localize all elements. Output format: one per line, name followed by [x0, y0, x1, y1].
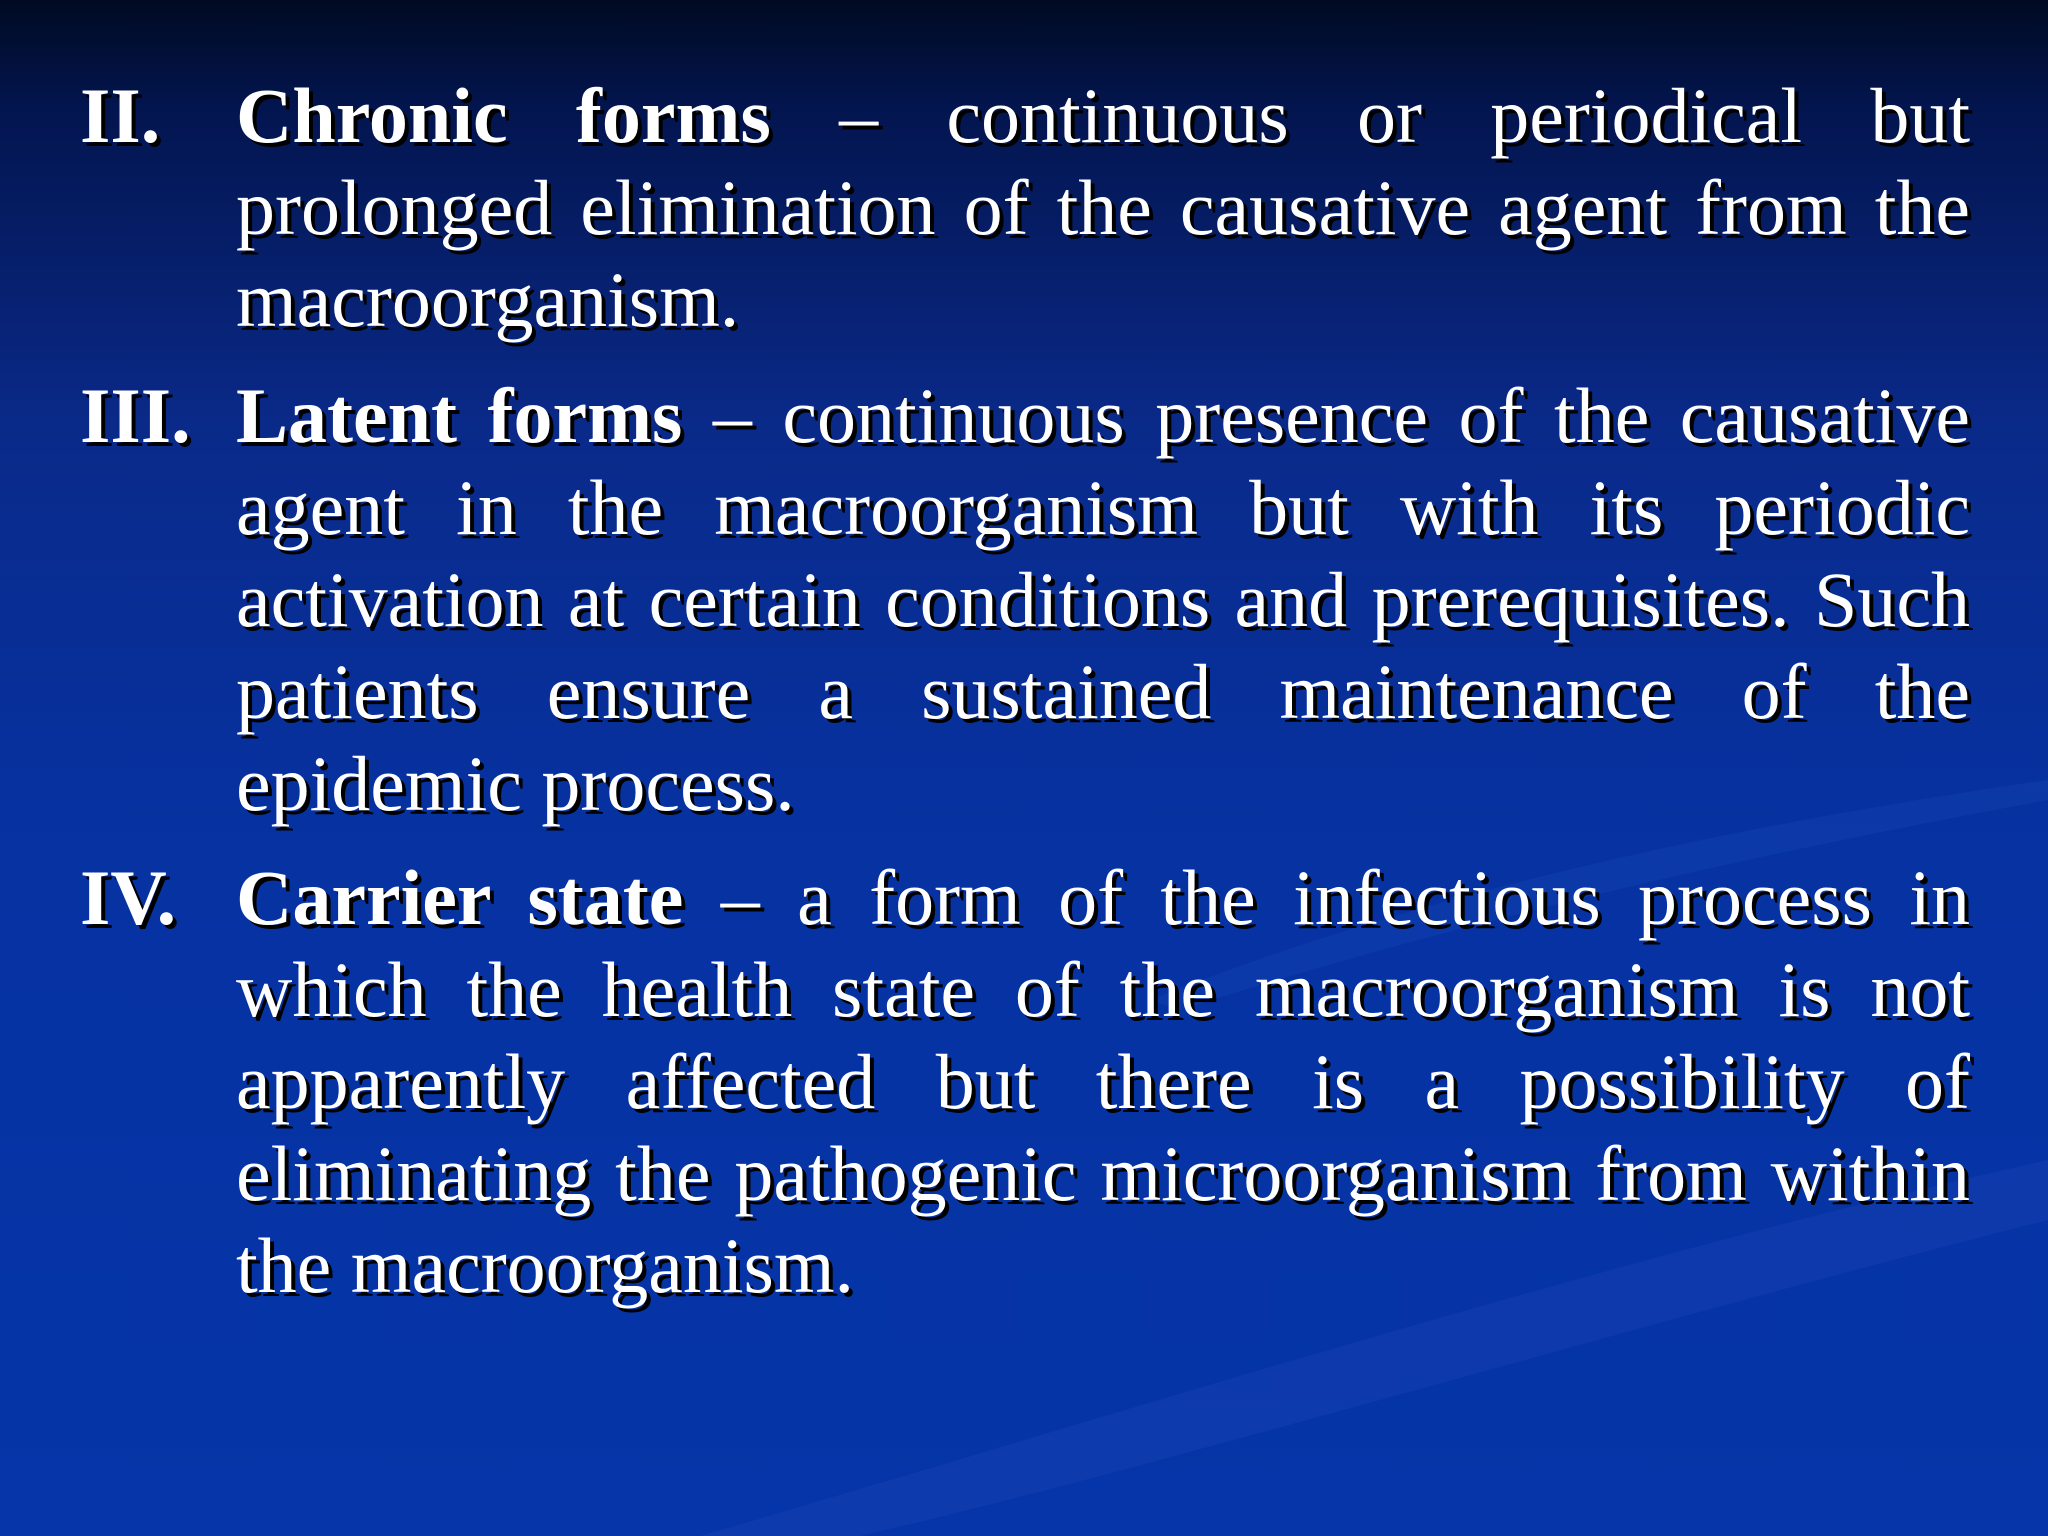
list-item-text: – a form of the infectious process in which the health state of the macroorganism is not apparently affected but there is a possibility of eliminating the pathogenic microorganism from within the macroorganism.	[236, 854, 1971, 1309]
list-item-text: – continuous or periodical but prolonged elimination of the causative agent from the macroorganism.	[236, 72, 1970, 343]
list-item-paragraph	[80, 370, 1970, 830]
list-item-number: II.	[80, 72, 161, 159]
list-item-term: Latent forms	[236, 372, 683, 459]
list-item-number: III.	[80, 372, 191, 459]
list-item-text: – continuous presence of the causative agent in the macroorganism but with its periodic activation at certain conditions and prerequisites. Such patients ensure a sustained maintenance of the epidemic process.	[236, 372, 1970, 827]
list-item-term: Carrier state	[236, 854, 684, 941]
list-item-carrier-state	[80, 852, 1970, 1312]
list-item-paragraph	[80, 852, 1970, 1312]
slide-content	[80, 70, 1970, 1490]
list-item-term: Chronic forms	[236, 72, 771, 159]
list-item-paragraph	[80, 70, 1970, 346]
list-item-chronic-forms	[80, 70, 1970, 346]
list-item-latent-forms	[80, 370, 1970, 830]
list-item-number: IV.	[80, 854, 177, 941]
